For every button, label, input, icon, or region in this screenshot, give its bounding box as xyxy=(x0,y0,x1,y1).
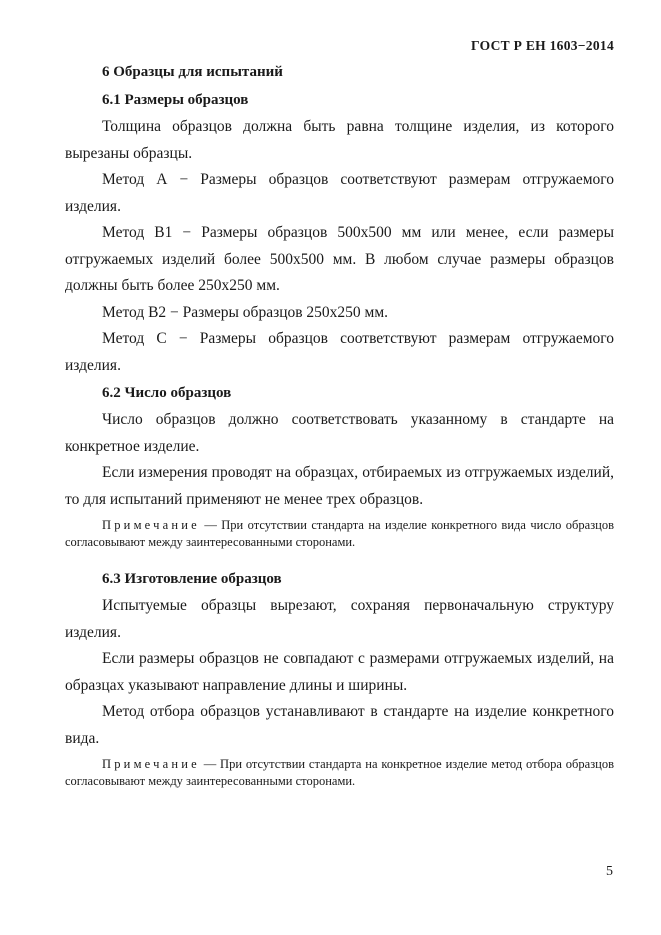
note xyxy=(65,517,614,551)
paragraph: Если измерения проводят на образцах, отбираемых из отгружаемых изделий, то для испытаний применяют не менее трех образцов. xyxy=(65,464,614,508)
note xyxy=(65,756,614,790)
paragraph: Метод В2 − Размеры образцов 250х250 мм. xyxy=(102,303,389,321)
section-6-title: 6 Образцы для испытаний xyxy=(102,64,283,80)
paragraph: Число образцов должно соответствовать указанному в стандарте на конкретное изделие. xyxy=(65,411,614,455)
paragraph: Толщина образцов должна быть равна толщине изделия, из которого вырезаны образцы. xyxy=(65,118,614,162)
paragraph: Метод отбора образцов устанавливают в стандарте на изделие конкретного вида. xyxy=(65,703,614,747)
paragraph: Метод С − Размеры образцов соответствуют размерам отгружаемого изделия. xyxy=(65,330,614,374)
note-label: Примечание xyxy=(102,757,200,771)
page-content xyxy=(65,58,614,804)
section-6-2-title: 6.2 Число образцов xyxy=(102,385,232,401)
note-text: — При отсутствии стандарта на изделие конкретного вида число образцов согласовывают между заинтересованными сторонами. xyxy=(65,518,614,549)
section-6-3-title: 6.3 Изготовление образцов xyxy=(102,571,282,587)
note-label: Примечание xyxy=(102,518,200,532)
page-number: 5 xyxy=(606,864,613,879)
note-text: — При отсутствии стандарта на конкретное изделие метод отбора образцов согласовывают между заинтересованными сторонами. xyxy=(65,757,614,788)
paragraph: Метод В1 − Размеры образцов 500х500 мм или менее, если размеры отгружаемых изделий более 500х500 мм. В любом случае размеры образцов должны быть более 250х250 мм. xyxy=(65,224,614,294)
section-6-1-title: 6.1 Размеры образцов xyxy=(102,92,249,108)
paragraph: Испытуемые образцы вырезают, сохраняя первоначальную структуру изделия. xyxy=(65,597,614,641)
paragraph: Если размеры образцов не совпадают с размерами отгружаемых изделий, на образцах указывают направление длины и ширины. xyxy=(65,650,614,694)
document-header: ГОСТ Р ЕН 1603−2014 xyxy=(471,38,614,53)
paragraph: Метод А − Размеры образцов соответствуют размерам отгружаемого изделия. xyxy=(65,171,614,215)
